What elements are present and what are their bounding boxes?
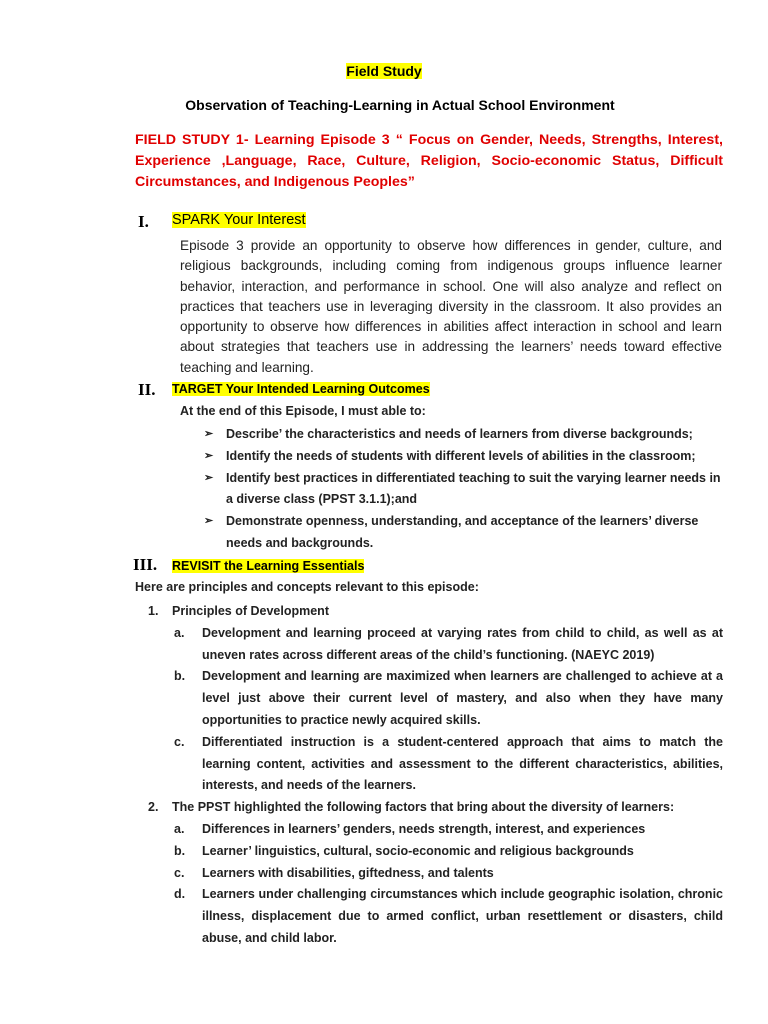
list-item: [204, 424, 724, 446]
section-1-number: I.: [138, 212, 149, 231]
item-text: Learners under challenging circumstances which include geographic isolation, chronic illness, displacement due to armed conflict, urban resettlement or disasters, child abuse, and child labor.: [202, 887, 723, 945]
section-1-heading-text: SPARK Your Interest: [172, 212, 306, 228]
section-3-heading: [172, 559, 364, 573]
item-text: Differences in learners’ genders, needs strength, interest, and experiences: [202, 821, 646, 836]
sub-list: [148, 623, 723, 797]
item-letter: a.: [174, 625, 185, 640]
section-1-body: Episode 3 provide an opportunity to observe how differences in gender, culture, and religious backgrounds, including coming from indigenous groups influence learner behavior, interaction, and performance in school. One will also analyze and reflect on practices that teachers use in leveraging diversity in the classroom. It also provides an opportunity to observe how differences in abilities affect interaction in school and learn about strategies that teachers use in addressing the learners’ needs toward effective teaching and learning.: [180, 238, 722, 375]
outcome-text: Describe’ the characteristics and needs of learners from diverse backgrounds;: [226, 427, 693, 441]
sub-list: [148, 819, 723, 950]
section-2-intro: At the end of this Episode, I must able to:: [180, 404, 426, 418]
item-number: 2.: [148, 800, 159, 815]
item-text: Development and learning are maximized when learners are challenged to achieve at a level just above their current level of mastery, and also when they have many opportunities to practice newly acquired skills.: [202, 669, 723, 727]
outcome-text: Identify best practices in differentiated teaching to suit the varying learner needs in a diverse class (PPST 3.1.1);and: [226, 470, 721, 507]
page-subtitle: Observation of Teaching-Learning in Actual School Environment: [185, 97, 615, 113]
list-item: [174, 863, 723, 885]
section-2-heading-text: TARGET Your Intended Learning Outcomes: [172, 382, 430, 396]
list-item: [204, 468, 724, 512]
item-letter: b.: [174, 843, 186, 858]
arrow-bullet-icon: ➢: [204, 449, 214, 462]
outcome-text: Demonstrate openness, understanding, and acceptance of the learners’ diverse needs and backgrounds.: [226, 514, 699, 550]
section-2-heading: [172, 382, 430, 396]
list-item: [174, 884, 723, 949]
section-3-intro: Here are principles and concepts relevant to this episode:: [135, 580, 479, 594]
item-letter: b.: [174, 669, 186, 684]
section-1-heading: [172, 212, 306, 228]
list-item: [174, 819, 723, 841]
outcome-text: Identify the needs of students with different levels of abilities in the classroom;: [226, 448, 696, 463]
arrow-bullet-icon: ➢: [204, 471, 214, 484]
principle-item: [148, 601, 723, 623]
item-label: The PPST highlighted the following factors that bring about the diversity of learners:: [172, 800, 675, 815]
arrow-bullet-icon: ➢: [204, 515, 214, 528]
section-3-heading-text: REVISIT the Learning Essentials: [172, 559, 365, 573]
page-title-text: Field Study: [346, 63, 422, 79]
item-letter: d.: [174, 887, 186, 902]
arrow-bullet-icon: ➢: [204, 428, 214, 440]
page-title: [0, 62, 768, 80]
item-letter: a.: [174, 821, 185, 836]
item-letter: c.: [174, 865, 185, 880]
episode-title: FIELD STUDY 1- Learning Episode 3 “ Focus on Gender, Needs, Strengths, Interest, Experience ,Language, Race, Culture, Religion, Socio-economic Status, Difficult Circumstances, and Indigenous Peoples”: [135, 132, 723, 190]
item-number: 1.: [148, 604, 159, 618]
list-item: [174, 732, 723, 797]
list-item: [174, 666, 723, 731]
item-label: Principles of Development: [172, 604, 329, 618]
item-text: Differentiated instruction is a student-centered approach that aims to match the learning content, activities and assessment to the different characteristics, abilities, interests, and needs of the learners.: [202, 734, 723, 793]
learning-outcomes-list: [204, 424, 724, 555]
list-item: [204, 511, 724, 555]
list-item: [174, 841, 723, 863]
list-item: [204, 446, 724, 468]
principles-list: [148, 601, 723, 950]
principle-item: [148, 797, 723, 819]
list-item: [174, 623, 723, 667]
section-2-number: II.: [138, 380, 156, 399]
item-letter: c.: [174, 734, 185, 749]
item-text: Learners with disabilities, giftedness, and talents: [202, 865, 494, 880]
item-text: Development and learning proceed at varying rates from child to child, as well as at uneven rates across different areas of the child’s functioning. (NAEYC 2019): [202, 625, 723, 662]
item-text: Learner’ linguistics, cultural, socio-economic and religious backgrounds: [202, 843, 634, 858]
section-3-number: III.: [133, 555, 158, 574]
